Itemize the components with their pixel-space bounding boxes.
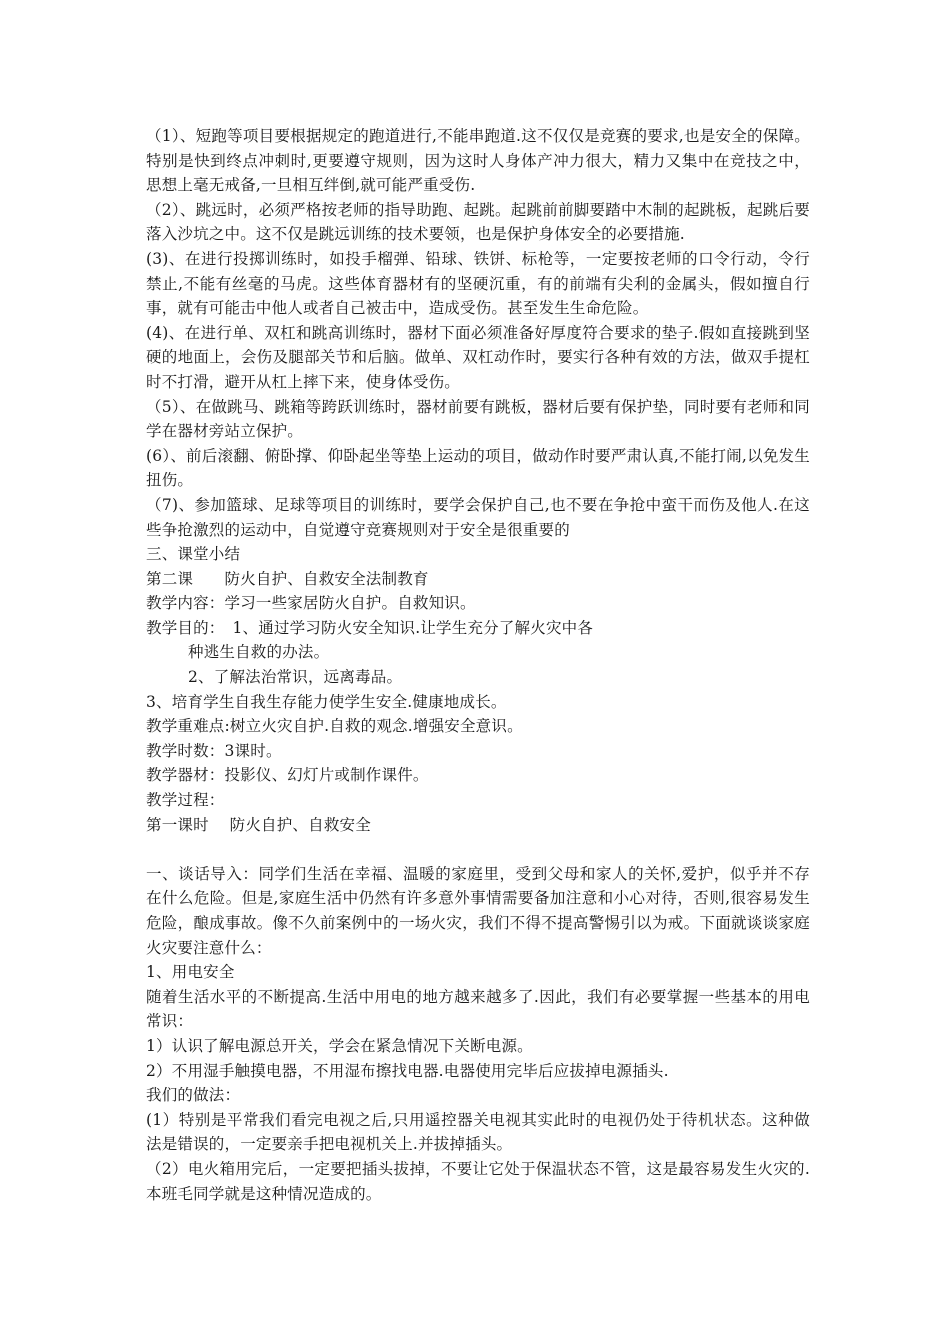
section-heading-summary: 三、课堂小结: [146, 545, 241, 564]
teaching-hours: 教学时数：3课时。: [146, 741, 282, 760]
document-body: [146, 124, 810, 1206]
teaching-process: 教学过程：: [146, 791, 225, 810]
paragraph-long-jump: （2）、跳远时，必须严格按老师的指导助跑、起跳。起跳前前脚要踏中木制的起跳板，起跳后要落入沙坑之中。这不仅是跳远训练的技术要领，也是保护身体安全的必要措施.: [146, 200, 810, 244]
teaching-key-points: 教学重难点:树立火灾自护.自救的观念.增强安全意识。: [146, 717, 523, 736]
lesson-title: 第二课 防火自护、自救安全法制教育: [146, 569, 429, 588]
first-lesson-title: 第一课时 防火自护、自救安全: [146, 815, 371, 834]
practice-2: （2）电火箱用完后，一定要把插头拔掉，不要让它处于保温状态不管，这是最容易发生火灾的.本班毛同学就是这种情况造成的。: [146, 1159, 810, 1203]
teaching-content: 教学内容：学习一些家居防火自护。自救知识。: [146, 594, 476, 613]
paragraph-vaulting: （5）、在做跳马、跳箱等跨跃训练时，器材前要有跳板，器材后要有保护垫，同时要有老师和同学在器材旁站立保护。: [146, 397, 810, 441]
teaching-equipment: 教学器材：投影仪、幻灯片或制作课件。: [146, 766, 429, 785]
heading-our-practice: 我们的做法：: [146, 1086, 241, 1105]
teaching-goal-1-cont: 种逃生自救的办法。: [188, 643, 330, 662]
paragraph-electricity-intro: 随着生活水平的不断提高.生活中用电的地方越来越多了.因此，我们有必要掌握一些基本的用电常识：: [146, 987, 810, 1031]
paragraph-introduction: 一、谈话导入：同学们生活在幸福、温暖的家庭里，受到父母和家人的关怀,爱护，似乎并不存在什么危险。但是,家庭生活中仍然有许多意外事情需要备加注意和小心对待，否则,很容易发生危险，酿成事故。像不久前案例中的一场火灾，我们不得不提高警惕引以为戒。下面就谈谈家庭火灾要注意什么：: [146, 864, 810, 957]
blank-line: [146, 837, 810, 862]
paragraph-short-run: （1）、短跑等项目要根据规定的跑道进行,不能串跑道.这不仅仅是竞赛的要求,也是安全的保障。特别是快到终点冲刺时,更要遵守规则，因为这时人身体产冲力很大，精力又集中在竞技之中，思想上毫无戒备,一旦相互绊倒,就可能严重受伤.: [146, 127, 810, 195]
paragraph-ball-games: （7)、参加篮球、足球等项目的训练时，要学会保护自己,也不要在争抢中蛮干而伤及他人.在这些争抢激烈的运动中，自觉遵守竞赛规则对于安全是很重要的: [146, 495, 810, 539]
paragraph-mat-exercises: (6）、前后滚翻、俯卧撑、仰卧起坐等垫上运动的项目，做动作时要严肃认真,不能打闹,以免发生扭伤。: [146, 446, 810, 490]
electricity-tip-1: 1）认识了解电源总开关，学会在紧急情况下关断电源。: [146, 1036, 533, 1055]
electricity-tip-2: 2）不用湿手触摸电器，不用湿布擦找电器.电器使用完毕后应拔掉电源插头.: [146, 1061, 669, 1080]
teaching-goal-1: 教学目的： 1、通过学习防火安全知识.让学生充分了解火灾中各: [146, 618, 594, 637]
teaching-goal-3: 3、培育学生自我生存能力使学生安全.健康地成长。: [146, 692, 507, 711]
paragraph-throwing: (3)、在进行投掷训练时，如投手榴弹、铅球、铁饼、标枪等，一定要按老师的口令行动，令行禁止,不能有丝毫的马虎。这些体育器材有的坚硬沉重，有的前端有尖利的金属头，假如擅自行事，就有可能击中他人或者自己被击中，造成受伤。甚至发生生命危险。: [146, 249, 810, 318]
heading-electricity-safety: 1、用电安全: [146, 963, 235, 982]
teaching-goal-2: 2、了解法治常识，远离毒品。: [188, 668, 403, 687]
paragraph-bars-high-jump: (4)、在进行单、双杠和跳高训练时，器材下面必须准备好厚度符合要求的垫子.假如直接跳到坚硬的地面上，会伤及腿部关节和后脑。做单、双杠动作时，要实行各种有效的方法，做双手提杠时不打滑，避开从杠上摔下来，使身体受伤。: [146, 323, 810, 391]
practice-1: (1）特别是平常我们看完电视之后,只用遥控器关电视其实此时的电视仍处于待机状态。这种做法是错误的，一定要亲手把电视机关上.并拔掉插头。: [146, 1110, 810, 1154]
